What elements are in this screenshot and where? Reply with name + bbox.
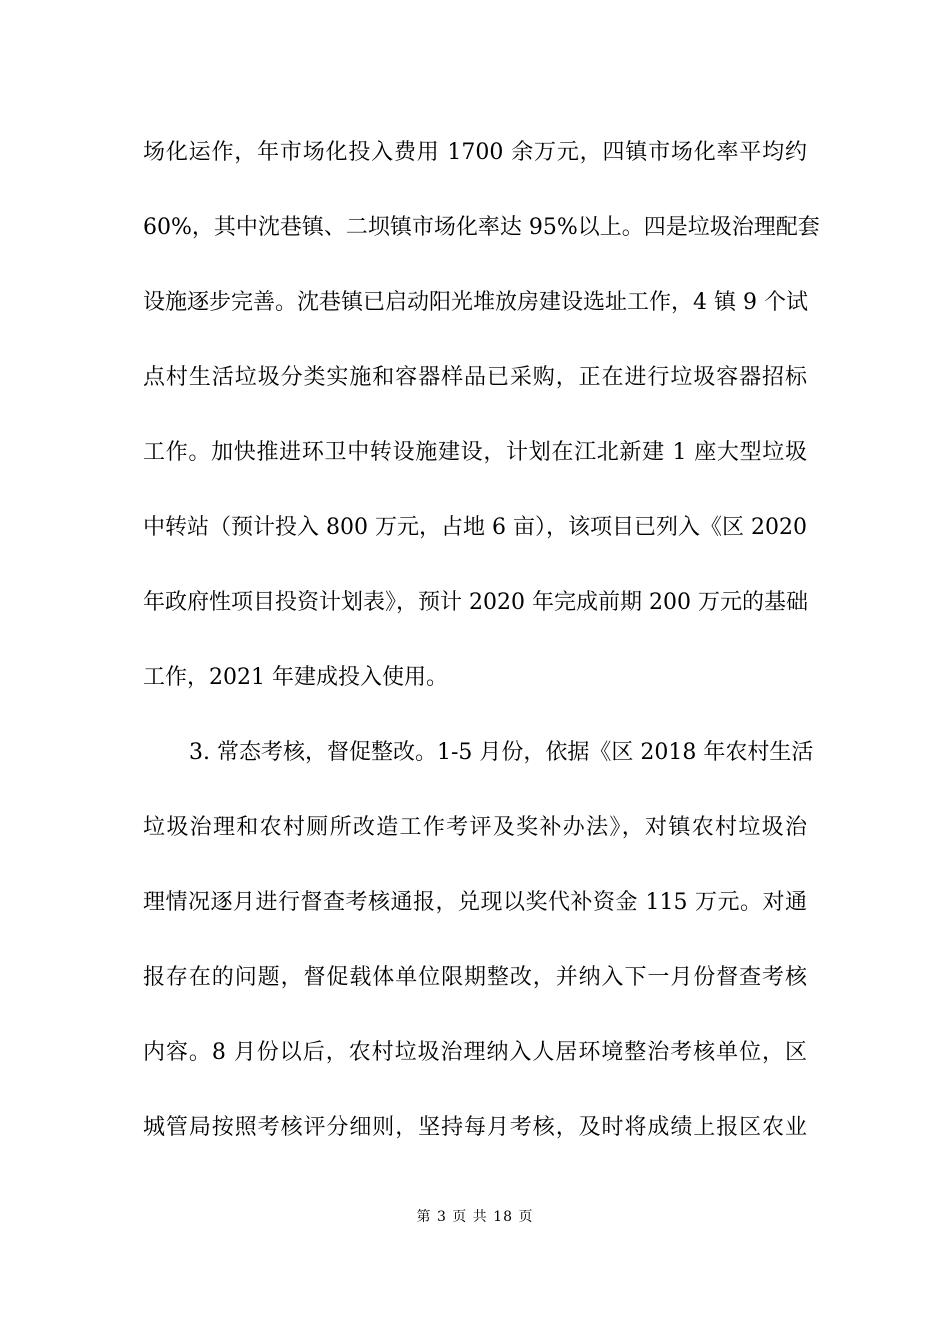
body-text-line: 设施逐步完善。沈巷镇已启动阳光堆放房建设选址工作，4 镇 9 个试: [143, 290, 808, 315]
body-text-line: 报存在的问题，督促载体单位限期整改，并纳入下一月份督查考核: [143, 965, 807, 990]
body-text-line: 60%，其中沈巷镇、二坝镇市场化率达 95%以上。四是垃圾治理配套: [143, 215, 820, 240]
paragraph-start-line: 3. 常态考核，督促整改。1-5 月份，依据《区 2018 年农村生活: [189, 740, 814, 765]
body-text-line: 点村生活垃圾分类实施和容器样品已采购，正在进行垃圾容器招标: [143, 365, 807, 390]
body-text-line: 理情况逐月进行督查考核通报，兑现以奖代补资金 115 万元。对通: [143, 890, 807, 915]
body-text-line: 城管局按照考核评分细则，坚持每月考核，及时将成绩上报区农业: [143, 1115, 807, 1140]
body-text-line: 工作。加快推进环卫中转设施建设，计划在江北新建 1 座大型垃圾: [143, 440, 807, 465]
page-number-footer: 第 3 页 共 18 页: [416, 1209, 534, 1225]
body-text-line: 年政府性项目投资计划表》，预计 2020 年完成前期 200 万元的基础: [143, 590, 808, 615]
body-text-line: 垃圾治理和农村厕所改造工作考评及奖补办法》，对镇农村垃圾治: [143, 815, 807, 840]
body-text-line: 中转站（预计投入 800 万元，占地 6 亩），该项目已列入《区 2020: [143, 515, 807, 540]
body-text-line: 场化运作，年市场化投入费用 1700 余万元，四镇市场化率平均约: [143, 140, 807, 165]
body-text-line: 内容。8 月份以后，农村垃圾治理纳入人居环境整治考核单位，区: [143, 1040, 807, 1065]
paragraph-end-line: 工作，2021 年建成投入使用。: [143, 665, 448, 690]
